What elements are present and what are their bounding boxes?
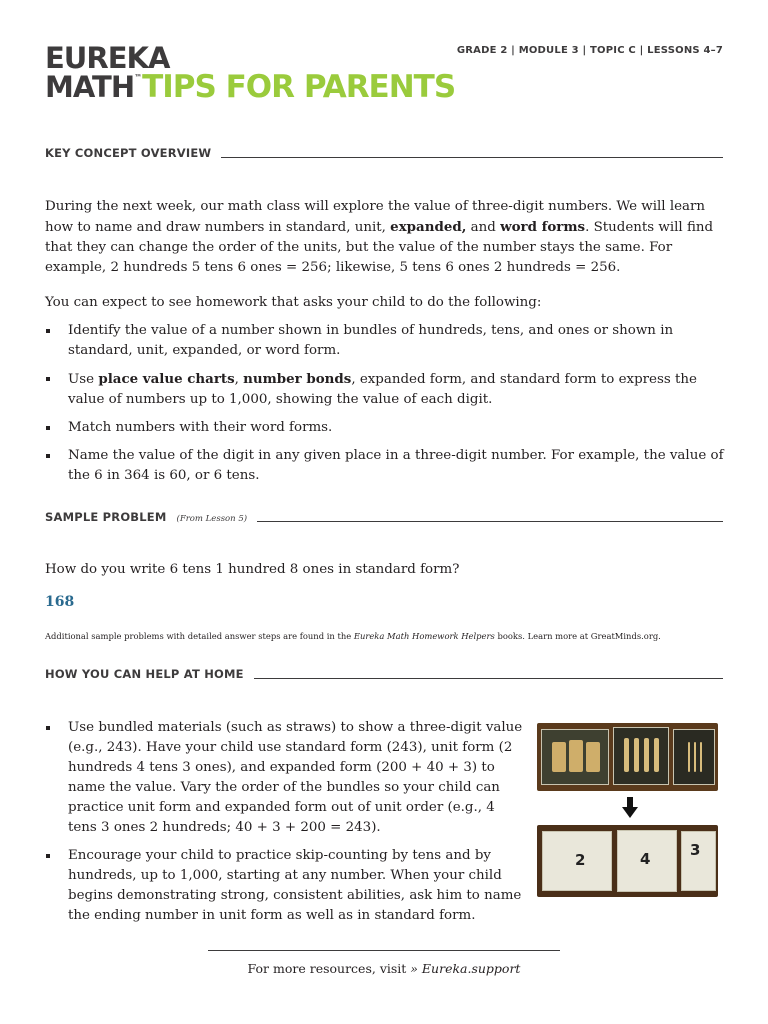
trademark-symbol: ™ [134,73,143,82]
logo-math: MATH [45,70,135,104]
down-arrow-icon [622,797,638,819]
number-cards-photo [537,825,718,897]
number-card: 4 [617,830,677,892]
section-divider [221,157,723,158]
ones-tray [673,729,715,785]
term-place-value-charts: place value charts [98,371,235,387]
list-item: Use bundled materials (such as straws) to show a three-digit value (e.g., 243). Have your child use standard form (243), unit form (2 hundreds 4 tens 3 ones), and expanded form (200 + 40 + 3) to name the value. Vary the order of the bundles so your child can practice unit form and expanded form out of unit order (e.g., 4 tens 3 ones 2 hundreds; 40 + 3 + 200 = 243). [45,718,525,838]
straw-bundle [634,738,639,772]
straw-bundle [552,742,566,772]
term-word-forms: word forms [500,219,586,235]
sample-problem-source: (From Lesson 5) [176,514,248,524]
sample-question: How do you write 6 tens 1 hundred 8 ones in standard form? [45,562,460,577]
straw-bundle [569,740,583,772]
footer [0,961,768,976]
footer-divider [208,950,560,951]
straw [694,742,696,772]
key-concept-intro: During the next week, our math class will explore the value of three-digit numbers. We will learn how to name and draw numbers in standard, unit, expanded, and word forms. Students will find that they can change the order of the units, but the value of the number stays the same. For example, 2 hundreds 5 tens 6 ones = 256; likewise, 5 tens 6 ones 2 hundreds = 256. [45,199,714,275]
section-divider [257,521,723,522]
sample-problem-heading-row [45,510,723,524]
homework-lead: You can expect to see homework that asks your child to do the following: [45,295,542,310]
straw [700,742,702,772]
footer-link[interactable]: » Eureka.support [410,961,521,976]
tens-tray [613,727,669,785]
list-item: Identify the value of a number shown in bundles of hundreds, tens, and ones or shown in standard, unit, expanded, or word form. [45,321,725,361]
help-at-home-list [45,718,525,934]
eureka-math-logo [45,41,456,105]
list-item: Encourage your child to practice skip-counting by tens and by hundreds, up to 1,000, starting at any number. When your child begins demonstrating strong, consistent abilities, ask him to name the ending number in unit form as well as in standard form. [45,846,525,926]
homework-list [45,321,725,494]
straw-bundle [586,742,600,772]
straw-bundle [644,738,649,772]
logo-eureka: EUREKA [45,41,170,75]
number-card: 3 [681,831,716,891]
list-item: Match numbers with their word forms. [45,418,725,438]
term-expanded: expanded, [390,219,467,235]
straw-bundle [624,738,629,772]
straw [688,742,690,772]
number-card: 2 [542,831,612,891]
term-number-bonds: number bonds [243,371,352,387]
grade-module-label: GRADE 2 | MODULE 3 | TOPIC C | LESSONS 4–7 [456,45,723,56]
help-at-home-heading: HOW YOU CAN HELP AT HOME [45,667,244,681]
sample-answer: 168 [45,594,75,610]
help-at-home-heading-row [45,667,723,681]
homework-helpers-note: Additional sample problems with detailed answer steps are found in the Eureka Math Homework Helpers books. Learn more at GreatMinds.org. [45,631,661,641]
book-title: Eureka Math Homework Helpers [353,631,495,641]
list-item: Name the value of the digit in any given place in a three-digit number. For example, the value of the 6 in 364 is 60, or 6 tens. [45,446,725,486]
logo-tagline: TIPS FOR PARENTS [142,69,456,105]
hundreds-tray [541,729,609,785]
key-concept-heading-row [45,146,723,160]
sample-problem-heading: SAMPLE PROBLEM [45,510,167,524]
straw-bundle [654,738,659,772]
section-divider [254,678,723,679]
straw-bundles-photo [537,723,718,791]
key-concept-heading: KEY CONCEPT OVERVIEW [45,146,212,160]
logo-line2 [45,69,456,105]
footer-text: For more resources, visit [247,961,411,976]
list-item: Use place value charts, number bonds, expanded form, and standard form to express the value of numbers up to 1,000, showing the value of each digit. [45,369,725,410]
